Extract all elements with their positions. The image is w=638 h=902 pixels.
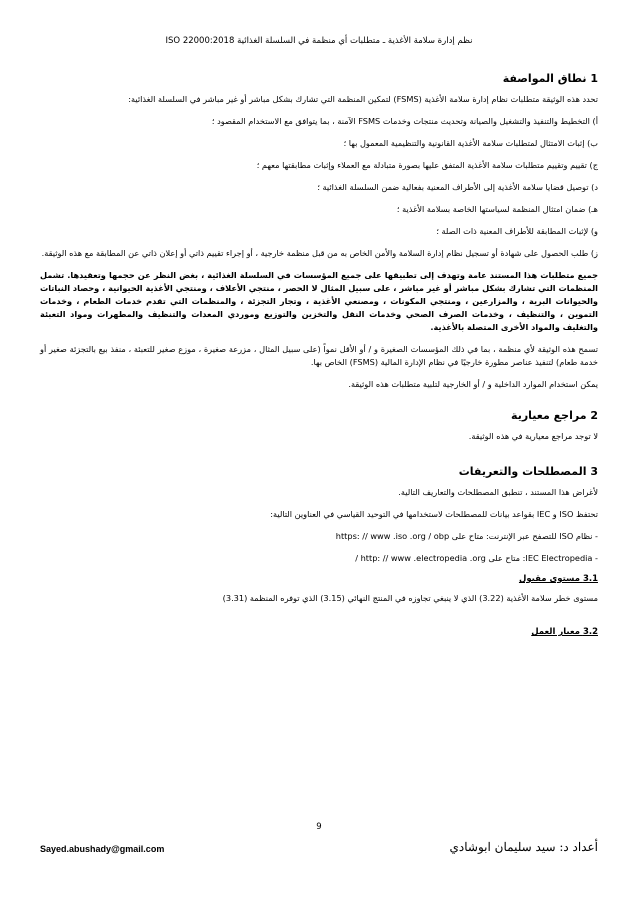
scope-small-orgs-paragraph: تسمح هذه الوثيقة لأي منظمة ، بما في ذلك المؤسسات الصغيرة و / أو الأقل نمواً (على سبيل المثال ، مزرعة صغيرة ، موزع صغير للتعبئة ، منفذ بيع بالتجزئة صغير أو خدمة طعام) لتنفيذ عناصر مطورة خارجيًا في نظام الإدارة المالية (FSMS) الخاص بها. (40, 344, 598, 367)
terms-databases-intro: تحتفظ ISO و IEC بقواعد بيانات للمصطلحات لاستخدامها في التوحيد القياسي في العناوين التالية: (270, 509, 598, 519)
scope-item-e: هـ) ضمان امتثال المنظمة لسياستها الخاصة بسلامة الأغذية ؛ (396, 204, 598, 214)
iso-obp-line: - نظام ISO للتصفح عبر الإنترنت: متاح على https: // www .iso .org / obp (335, 531, 598, 541)
scope-item-g: ز) طلب الحصول على شهادة أو تسجيل نظام إدارة السلامة والأمن الخاص به من قبل منظمة خارجية ، أو إجراء تقييم ذاتي أو إعلان ذاتي عن المطابقة مع هذه الوثيقة. (41, 248, 598, 258)
page-header: نظم إدارة سلامة الأغذية ـ متطلبات أي منظمة في السلسلة الغذائية ISO 22000:2018 (165, 36, 473, 46)
term-3-1-definition: مستوى خطر سلامة الأغذية (3.22) الذي لا ينبغي تجاوزه في المنتج النهائي (3.15) الذي توفره المنظمة (3.31) (222, 593, 598, 603)
scope-item-c: ج) تقييم وتقييم متطلبات سلامة الأغذية المتفق عليها بصورة متبادلة مع العملاء وإثبات مطابقتها معهم ؛ (256, 160, 598, 170)
scope-resources-paragraph: يمكن استخدام الموارد الداخلية و / أو الخارجية لتلبية متطلبات هذه الوثيقة. (348, 379, 598, 389)
page-footer (40, 822, 598, 862)
page-number: 9 (316, 822, 322, 832)
page-content (40, 72, 598, 645)
author-email: Sayed.abushady@gmail.com (40, 844, 165, 854)
term-3-1-heading: 3.1 مستوى مقبول (518, 574, 598, 584)
terms-intro: لأغراض هذا المستند ، تنطبق المصطلحات والتعاريف التالية. (398, 487, 598, 497)
scope-item-f: و) لإثبات المطابقة للأطراف المعنية ذات الصلة ؛ (436, 226, 598, 236)
scope-intro: تحدد هذه الوثيقة متطلبات نظام إدارة سلامة الأغذية (FSMS) لتمكين المنظمة التي تشارك بشكل مباشر أو غير مباشر في السلسلة الغذائية: (128, 94, 598, 104)
section-2-heading: 2 مراجع معيارية (511, 409, 598, 422)
scope-item-a: أ) التخطيط والتنفيذ والتشغيل والصيانة وتحديث منتجات وخدمات FSMS الآمنة ، بما يتوافق مع الاستخدام المقصود ؛ (211, 116, 598, 126)
scope-item-b: ب) إثبات الامتثال لمتطلبات سلامة الأغذية القانونية والتنظيمية المعمول بها ؛ (343, 138, 598, 148)
section-3-heading: 3 المصطلحات والتعريفات (458, 465, 598, 478)
term-3-2-heading: 3.2 معيار العمل (531, 627, 598, 637)
iec-electropedia-line: - IEC Electropedia: متاح على http: // www .electropedia .org / (355, 553, 598, 563)
document-page (40, 0, 598, 902)
scope-applicability-paragraph: جميع متطلبات هذا المستند عامة وتهدف إلى تطبيقها على جميع المؤسسات في السلسلة الغذائية ، بغض النظر عن حجمها وتعقيدها. تشمل المنظمات التي تشارك بشكل مباشر أو غير مباشر ، على سبيل المثال لا الحصر ، منتجي الأعلاف ، ومنتجي الأغذية الحيوانية ، وحصاد النباتات والحيوانات البرية ، والمزارعين ، ومنتجي المكونات ، ومصنعي الأغذية ، وتجار التجزئة ، والمنظمات التي تقدم خدمات الطعام ، وخدمات التموين ، والتنظيف ، وخدمات الصرف الصحي وخدمات النقل والتخزين والتوزيع وموردي المعدات والتنظيف والمطهرات ومواد التعبئة والتغليف والمواد الأخرى المتصلة بالأغذية. (40, 270, 598, 332)
scope-item-d: د) توصيل قضايا سلامة الأغذية إلى الأطراف المعنية بفعالية ضمن السلسلة الغذائية ؛ (317, 182, 598, 192)
section-1-heading: 1 نطاق المواصفة (502, 72, 598, 85)
normative-text: لا توجد مراجع معيارية في هذه الوثيقة. (468, 431, 598, 441)
author-credit: أعداد د: سيد سليمان ابوشادي (449, 840, 598, 854)
